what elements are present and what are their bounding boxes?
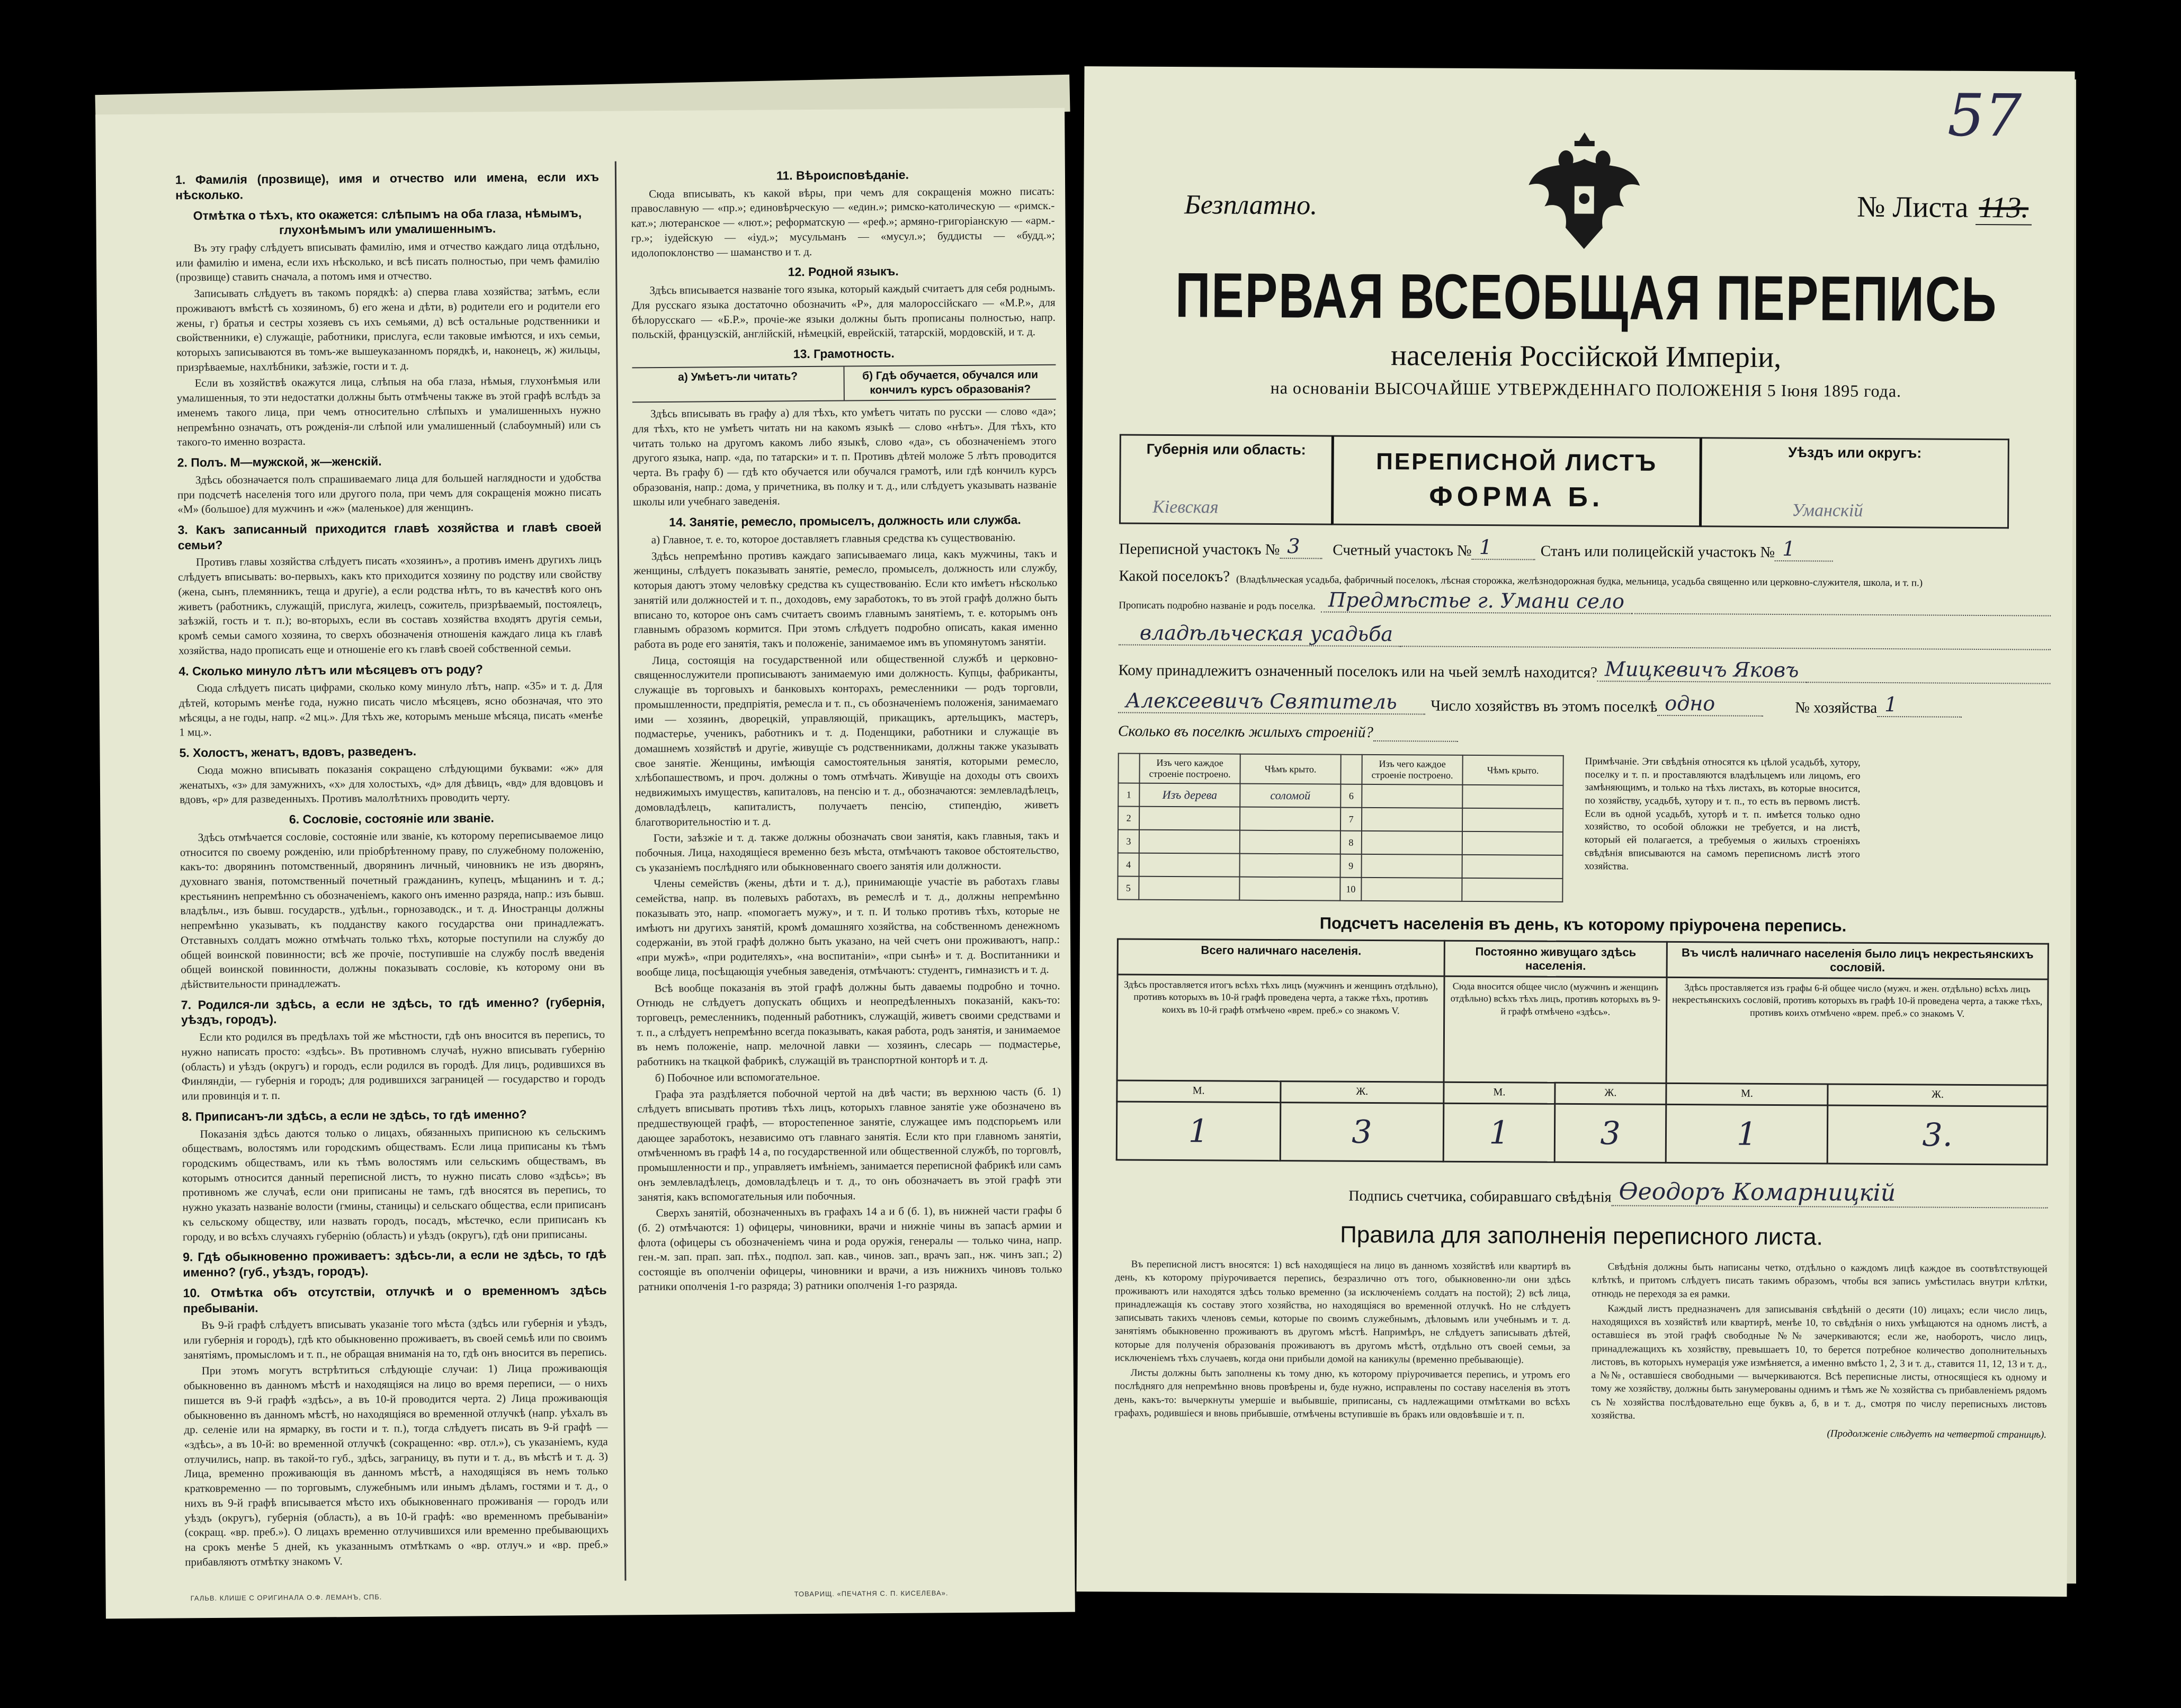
province-label: Губернія или область: [1146,441,1306,458]
census-title: ПЕРВАЯ ВСЕОБЩАЯ ПЕРЕПИСЬ [1175,260,1998,335]
section-heading: 10. Отмѣтка объ отсутствіи, отлучкѣ и о временномъ здѣсь пребываніи. [183,1283,607,1315]
male-count: 1 [1116,1102,1280,1161]
building-number: 3 [1118,829,1139,853]
section-heading: 11. Вѣроисповѣданіе. [776,167,909,183]
question-split-cell: а) Умѣетъ-ли читать? [678,370,798,383]
male-label: М. [1117,1080,1281,1103]
buildings-row [1118,876,1562,901]
buildings-row [1118,783,1563,808]
building-number: 4 [1118,853,1139,876]
instruction-paragraph: Въ эту графу слѣдуетъ вписывать фамилію, имя и отчество каждаго лица отдѣльно, или фамилію и имена, если ихъ нѣсколько, и всѣ писать полностью, при чемъ фамилію (прозвище) ставить сначала, а потомъ имя и отчество. [175,238,600,284]
rule-paragraph: Въ переписной листъ вносятся: 1) всѣ находящіеся на лицо въ данномъ хозяйствѣ или квартирѣ въ день, къ которому пріурочивается перепись, безразлично отъ того, обыкновенно-ли они здѣсь проживаютъ или находятся здѣсь только временно (за исключеніемъ солдатъ на постой); 2) всѣ лица, принадлежащія къ составу этого хозяйства, но находящіяся во временной отлучкѣ. Но не слѣдуетъ записывать такихъ членовъ семьи, которые по своимъ служебнымъ, дѣловымъ или учебнымъ и т. д. занятіямъ обыкновенно проживаютъ въ другомъ мѣстѣ. Напримѣръ, не слѣдуетъ записывать дѣтей, которые для полученія образованія проживаютъ въ другомъ мѣстѣ, отдѣльно отъ своей семьи, за исключеніемъ тѣхъ случаевъ, когда они прибыли домой на каникулы (временно пребывающіе). [1114,1258,1571,1366]
settlement-value-1: Предмѣстье г. Умани село [1321,588,1632,614]
instruction-paragraph: Сверхъ занятій, обозначенныхъ въ графахъ 14 а и б (б. 1), въ нижней части графы б (б. 2) отмѣчаются: 1) офицеры, чиновники, врачи и нижніе чины въ запасѣ армии и флота (офицеры съ обозначеніемъ чина и рода оружія, генералы — только чина, напр. ген.-м. зап. прап. зап. пѣх., подпол. зап. кав., чинов. зап., врачъ зап., нж. чинъ зап.; 2) состоящіе въ ополченіи офицеры, чиновники и врачи, а изъ нижнихъ чиновъ только ратники ополченія 1-го разряда; 3) ратники ополченія 1-го разряда. [638,1204,1062,1293]
section-heading: 5. Холостъ, женатъ, вдовъ, разведенъ. [179,744,417,760]
rules-column-left [1114,1257,1571,1424]
area-numbers-row [1119,533,2051,562]
buildings-table [1117,753,1563,902]
left-page [95,108,1075,1619]
header-line [1121,81,2053,225]
building-number: 9 [1340,854,1362,878]
population-count-table [1116,938,2049,1165]
right-page [1076,66,2075,1597]
male-label: М. [1666,1083,1828,1105]
building-material [1139,877,1239,900]
census-area-value: 3 [1280,534,1322,559]
district-label: Уѣздъ или округъ: [1788,444,1922,461]
continued-note: (Продолженіе слѣдуетъ на четвертой страницѣ). [1827,1428,2047,1441]
rules-section [1114,1257,2048,1426]
building-number: 7 [1340,808,1362,831]
instruction-paragraph: Сюда вписывать, къ какой вѣры, при чемъ для сокращенія можно писать: православную — «пр.»; единовѣрческую — «един.»; римско-католическую — «римск.-кат.»; лютеранское — «лют.»; реформатскую — «реф.»; армяно-григоріанскую — «арм.-гр.»; іудейскую — «іуд.»; мусульманъ — «мусул.»; буддисты — «будд.»; идолопоклонство — шаманство и т. д. [631,184,1055,259]
count-header-row [1118,939,2048,979]
section-heading: Отмѣтка о тѣхъ, кто окажется: слѣпымъ на оба глаза, нѣмымъ, глухонѣмымъ или умалишеннымъ. [193,205,582,237]
building-number: 2 [1118,806,1139,829]
building-material [1139,830,1240,854]
building-number: 8 [1340,831,1362,854]
buildings-row [1118,853,1563,878]
building-number: 10 [1340,878,1361,901]
instruction-paragraph: Здѣсь вписывать въ графу а) для тѣхъ, кто умѣетъ читать по русски — слово «да»; для тѣхъ, кто не умѣетъ читать ни на какомъ языкѣ — слово «нѣтъ». Для тѣхъ, кто читать только на другомъ какомъ либо языкѣ, слово «да», съ обозначеніемъ этого другого языка, напр. «да, по татарски» и т. п. Противъ дѣтей моложе 5 лѣтъ проводится черта. Въ графу б) — гдѣ кто обучается или обучался грамотѣ, или гдѣ кончилъ курсъ образованія, напр.: дома, у причетника, въ полку и т. д., или слѣдуетъ указывать названіе школы или учебнаго заведенія. [632,404,1057,508]
instruction-paragraph: Въ 9-й графѣ слѣдуетъ вписывать указаніе того мѣста (здѣсь или губернія и уѣздъ, или губернія и городъ), гдѣ кто обыкновенно проживаетъ, въ своей семьѣ или по своимъ занятіямъ, промысломъ и т. п., не обращая вниманія на то, гдѣ онъ вносится въ перепись. [183,1316,607,1362]
settlement-value-row-2 [1119,621,2051,650]
settlement-label: Какой поселокъ? [1119,567,1230,585]
building-roof: соломой [1240,784,1340,808]
instructions-column-1 [175,164,609,1571]
settlement-hint-2: Прописать подробно названіе и родъ поселка. [1119,600,1316,612]
instruction-paragraph: Всѣ вообще показанія въ этой графѣ должны быть даваемы подробно и точно. Отнюдь не слѣдуетъ допускать общихъ и неопредѣленныхъ показаній, какъ-то: торговецъ, ремесленникъ, поденный работникъ, служащій, живетъ своими средствами и т. п., а слѣдуетъ непремѣнно всегда показывать, какая работа, родъ занятія, и занимаемое въ немъ положеніе, напр. мелочной лавки — хозяинъ, слесарь — подмастерье, работникъ на ткацкой фабрикѣ, служащій въ транспортной конторѣ и т. д. [636,979,1061,1068]
female-label: Ж. [1280,1081,1444,1104]
material-header: Изъ чего каждое строеніе построено. [1362,755,1462,785]
households-value: одно [1657,692,1763,717]
building-roof [1240,807,1340,831]
count-column-heading: Всего наличнаго населенія. [1118,939,1444,976]
rule-paragraph: Каждый листъ предназначенъ для записыванія свѣдѣній о десяти (10) лицахъ; если число лицъ, находящихся въ хозяйствѣ или квартирѣ, менѣе 10, то свѣдѣнія о нихъ умѣщаются на одномъ листѣ, а оставшіеся въ этой графѣ свободные №№ зачеркиваются; если же, наоборотъ, число лицъ, принадлежащихъ къ хозяйству, превышаетъ 10, то берется потребное количество дополнительныхъ листовъ, въ которыхъ нумерація уже измѣняется, а именно вмѣсто 1, 2, 3 и т. д., ставится 11, 12, 13 и т. д., а №№, оставшіеся свободными — вычеркиваются. Всѣ переписные листы, относящіеся къ одному и тому же хозяйству, должны быть занумерованы однимъ и тѣмъ же № хозяйства съ прибавленіемъ рядомъ съ № хозяйства послѣдовательно еще буквъ а, б, в и т. д., смотря по числу переписныхъ листовъ хозяйства. [1591,1303,2048,1421]
instructions-column-2 [631,161,1062,1296]
settlement-row [1119,567,2051,589]
settlement-hint: (Владѣльческая усадьба, фабричный поселокъ, лѣсная сторожка, желѣзнодорожная будка, мельница, усадьба священно или церковно-служителя, школа, и т. п.) [1236,574,1923,589]
instruction-paragraph: Записывать слѣдуетъ въ такомъ порядкѣ: а) сперва глава хозяйства; затѣмъ, если проживаютъ вмѣстѣ съ хозяиномъ, б) его жена и дѣти, в) родители его и родители его жены, г) братья и сестры хозяевъ съ ихъ семьями, д) всѣ остальные родственники и свойственники, е) служащіе, работники, прислуга, если таковые имѣются, и ихъ семьи, которыхъ записываются въ томъ-же вышеуказанномъ порядкѣ, и, наконецъ, ж) жильцы, призрѣваемые, нахлѣбники, заѣзжіе, гости и т. д. [176,284,601,374]
count-column-heading: Постоянно живущаго здѣсь населенія. [1444,941,1667,977]
column-divider [615,162,627,1581]
buildings-label: Сколько въ поселкѣ жилыхъ строеній? [1118,722,1373,741]
printer-credit-right: ТОВАРИЩ. «ПЕЧАТНЯ С. П. КИСЕЛЕВА». [794,1589,949,1598]
sheet-number-label: № Листа [1856,190,1969,224]
instruction-paragraph: Сюда можно вписывать показанія сокращено слѣдующими буквами: «ж» для женатыхъ, «з» для замужнихъ, «х» для холостыхъ, «д» для дѣвицъ, «вд» для вдовцовъ и вдовъ, «р» для разведенныхъ. Противъ малолѣтнихъ проводить черту. [179,761,604,806]
imperial-eagle-icon [1523,127,1646,260]
building-material [1139,853,1240,877]
buildings-row [1118,806,1563,831]
instruction-paragraph: Если въ хозяйствѣ окажутся лица, слѣпыя на оба глаза, нѣмыя, глухонѣмыя или умалишенныя, то эти недостатки должны быть отмѣчены также въ этой графѣ вслѣдъ за именемъ такого лица, при чемъ относительно слѣпыхъ и умалишенныхъ нужно непремѣнно означать, отъ рожденія-ли слѣпой или умалишенный (слабоумный) или съ такого-то именно возраста. [176,374,601,449]
owner-value-2: Алексеевичъ Святитель [1118,688,1425,714]
building-roof [1240,830,1340,854]
district-value: Уманскій [1792,500,1863,521]
households-row [1118,688,2050,718]
instruction-paragraph: При этомъ могутъ встрѣтиться слѣдующіе случаи: 1) Лица проживающія обыкновенно въ данномъ мѣстѣ и находящіяся на лицо во время переписи, — о нихъ пишется въ 9-й графѣ «здѣсь», а въ 10-й проводится черта. 2) Лица проживающія обыкновенно въ данномъ мѣстѣ, но находящіяся во временной отлучкѣ (напр. уѣхалъ въ др. селеніе или на ярмарку, въ гости и т. п.), тогда слѣдуетъ писать въ 9-й графѣ — «здѣсь», а въ 10-й: во временной отлучкѣ (сокращенно: «вр. отл.»), съ указаніемъ, куда отлучились, напр. въ такой-то губ., здѣсь, заграницу, въ пути и т. д., въ мѣстѣ и т. д. 3) Лица, временно проживающія въ данномъ мѣстѣ, а находящіяся въ немъ только кратковременно — по торговымъ, служебнымъ или инымъ дѣламъ, гостями и т. д., о нихъ въ 9-й графѣ вписывается мѣсто ихъ обыкновеннаго проживанія — городъ или уѣздъ (округъ), губернія (область), а въ 10-й графѣ: «во временномъ пребываніи» (сокращ. «вр. преб.»). О лицахъ временно отлучившихся или временно пребывающихъ на срокъ менѣе 5 дней, къ указаннымъ отмѣткамъ о «вр. отлуч.» и «вр. преб.» прибавляютъ отмѣтку знакомъ V. [183,1362,609,1569]
section-heading: 1. Фамилія (прозвище), имя и отчество или имена, если ихъ нѣсколько. [175,169,600,202]
building-roof [1240,854,1340,878]
female-label: Ж. [1828,1084,2048,1106]
instruction-paragraph: Члены семействъ (жены, дѣти и т. д.), принимающіе участіе въ работахъ главы семейства, напр. въ полевыхъ работахъ, въ ремеслѣ и т. д., должны непремѣнно показывать это, напр. «помогаетъ мужу», и т. п. И только противъ тѣхъ, которые не имѣютъ ни другихъ занятій, кромѣ домашняго хозяйства, на собственномъ денежномъ содержаніи, въ этой графѣ должно быть указано, на чей счетъ они проживаютъ, напр.: «при мужѣ», «при родителяхъ», «на воспитаніи», «при сынѣ» и т. д. Воспитанники и вообще лица, посѣщающія учебныя заведенія, отмѣчаютъ: студентъ, гимназистъ и т. д. [636,874,1060,979]
printer-credit-left: ГАЛЬВ. КЛИШЕ С ОРИГИНАЛА О.Ф. ЛЕМАНЪ, СПБ. [190,1593,382,1603]
police-area-value: 1 [1775,537,1833,562]
province-value: Кіевская [1152,497,1219,517]
female-count: 3 [1554,1104,1666,1162]
male-count: 1 [1666,1104,1828,1164]
rules-column-right [1591,1260,2048,1426]
sheet-number-value: 113. [1976,191,2032,226]
signature-row [1115,1175,2048,1208]
instruction-paragraph: а) Главное, т. е. то, которое доставляетъ главныя средства къ существованію. [651,531,1016,547]
count-column-heading: Въ числѣ наличнаго населенія было лицъ некрестьянскихъ сословій. [1667,942,2048,979]
population-count-title: Подсчетъ населенія въ день, къ которому пріурочена перепись. [1319,914,1847,935]
roof-header: Чѣмъ крыто. [1462,755,1563,785]
buildings-header-row [1118,753,1563,785]
enumerator-signature: Өеодоръ Комарницкій [1611,1178,2048,1208]
instruction-paragraph: Противъ главы хозяйства слѣдуетъ писать «хозяинъ», а противъ именъ другихъ лицъ слѣдуетъ вписывать: во-первыхъ, какъ кто приходится хозяину по родству или свойству (жена, сынъ, племянникъ, теща и другіе), а если родства нѣтъ, то въ качествѣ кого онъ живетъ (работникъ, служащій, прислуга, жилецъ, сожитель, призрѣваемый, постоялецъ, заѣзжій, гость и т. п.); во-вторыхъ, если въ составъ хозяйства входятъ другія семьи, кромѣ семьи самого хозяина, то сверхъ обозначенія отношенія каждаго лица къ главѣ хозяйства, надо прописать еще и отношеніе его къ главѣ своей собственной семьи. [178,553,603,657]
section-heading: 7. Родился-ли здѣсь, а если не здѣсь, то гдѣ именно? (губернія, уѣздъ, городъ). [181,995,605,1027]
female-label: Ж. [1555,1083,1666,1104]
police-area-label: Станъ или полицейскій участокъ № [1540,542,1775,561]
instruction-paragraph: Графа эта раздѣляется побочной чертой на двѣ части; въ верхнюю часть (б. 1) слѣдуетъ вписывать противъ тѣхъ лицъ, которыхъ главное занятіе уже обозначено въ предшествующей графѣ, — второстепенное занятіе, служащее имъ подспорьемъ или дающее заработокъ, независимо отъ главнаго занятія. Если кто при главномъ занятіи, отмѣченномъ въ графѣ 14 а, по государственной или общественной службѣ, по торговлѣ, промышленности и пр., управляетъ имѣніемъ, занимается переписной фабрикѣ или самъ онъ землевладѣлецъ, домовладѣлецъ и т. д., то онъ обозначаетъ въ этой графѣ эти занятія, какъ вспомогательныя или побочныя. [637,1085,1062,1203]
instruction-paragraph: Здѣсь непремѣнно противъ каждаго записываемаго лица, какъ мужчины, такъ и женщины, слѣдуетъ показывать занятіе, ремесло, промыселъ, должность или службу, которыя даютъ этому человѣку средства къ существованію. Если кто имѣетъ нѣсколько занятій или должностей и т. п., доходовъ, ему заработокъ, то въ этой графѣ должно быть вписано то, которое онъ самъ считаетъ своимъ главнымъ занятіемъ, т. е. которымъ онъ главнымъ образомъ кормится. При этомъ слѣдуетъ подробно описать, какая именно работа въ роде его занятія, такъ и положеніе, занимаемое имъ въ упомянутомъ занятіи. [633,547,1058,651]
buildings-row [1118,829,1563,855]
building-number: 5 [1118,876,1139,899]
building-roof [1239,877,1340,901]
counting-area-value: 1 [1472,535,1535,560]
section-heading: 6. Сословіе, состояніе или званіе. [289,811,494,826]
instruction-paragraph: Лица, состоящія на государственной или общественной службѣ и церковно-священнослужители прописываютъ занимаемую ими должность. Купцы, фабриканты, служащіе въ торговыхъ и банковыхъ конторахъ, ремесленники — родъ торговли, промышленности, предпріятія, ремесла и т. п., съ обозначеніемъ положенія, занимаемаго ими — хозяинъ, дворецкій, управляющій, прикащикъ, артельщикъ, мастеръ, подмастерье, ученикъ, работникъ и т. д. Поденщики, работники и служащіе въ домашнемъ хозяйствѣ и другіе, живущіе съ родственниками, должны также указывать свое занятіе. Женщины, имѣющія самостоятельныя занятія, которыми ремесло, хлѣбопашествомъ, и проч. должны о томъ отмѣчать. Живущіе на доходы отъ своихъ недвижимыхъ имуществъ, капиталовъ, на пенсію и т. д., обозначаются: землевладѣлецъ, домовладѣлецъ, капиталистъ, получаетъ пенсію, стипендію, живетъ благотворительностію и т. д. [634,651,1059,828]
census-legal-basis: на основаніи ВЫСОЧАЙШЕ УТВЕРЖДЕННАГО ПОЛОЖЕНІЯ 5 Іюня 1895 года. [1270,378,1902,401]
buildings-section [1117,753,2050,905]
building-material: Изъ дерева [1139,783,1240,807]
question-split-row [632,364,1056,403]
building-number: 6 [1340,784,1362,808]
free-label: Безплатно. [1184,190,1318,221]
count-description-row [1117,974,2048,1085]
instruction-paragraph: б) Побочное или вспомогательное. [655,1070,820,1084]
district-box [1702,437,2009,529]
building-number: 1 [1118,783,1139,806]
settlement-value-row [1119,587,2051,616]
female-count: 3 [1280,1103,1444,1162]
male-count: 1 [1443,1103,1555,1162]
province-box [1119,434,1331,525]
rule-paragraph: Листы должны быть заполнены къ тому дню, къ которому пріурочивается перепись, и утромъ его послѣдняго для непремѣнно вновь провѣрены и, буде нужно, исправлены по составу населенія въ этотъ день, какъ-то: вычеркнуты умершіе и выбывшіе, приписаны, съ надлежащими отмѣтками во всѣхъ графахъ, родившіеся и вновь прибывшіе, отмѣчены вступившіе въ бракъ или овдовѣвшіе и т. п. [1114,1367,1570,1421]
instruction-paragraph: Показанія здѣсь даются только о лицахъ, обязанныхъ приписною къ сельскимъ обществамъ, волостямъ или городскимъ обществамъ. Если лица приписаны къ тѣмъ городскимъ обществамъ, или къ тѣмъ волостямъ или сельскимъ обществамъ, въ которымъ относится данный переписной листъ, то нужно писать слово «здѣсь»; въ противномъ же случаѣ, если они приписаны не тамъ, гдѣ вносятся въ перепись, то нужно указать названіе волости (гмины, станицы) и сельскаго общества, если приписанъ къ сельскому обществу, или назвать городъ, посадъ, мѣстечко, если приписанъ къ городу, и во всѣхъ случаяхъ губернію (область) и уѣздъ (округъ), гдѣ они приписаны. [182,1124,606,1243]
section-heading: 3. Какъ записанный приходится главѣ хозяйства и главѣ своей семьи? [177,520,602,552]
building-material [1139,807,1240,830]
signature-label: Подпись счетчика, собиравшаго свѣдѣнія [1348,1187,1612,1206]
question-split-cell: б) Гдѣ обучается, обучался или кончилъ курсъ образованія? [843,365,1056,400]
count-values-row [1116,1102,2048,1165]
owner-row [1118,655,2050,684]
household-no-value: 1 [1877,693,1962,718]
census-area-label: Переписной участокъ № [1119,540,1280,559]
section-heading: 14. Занятіе, ремесло, промыселъ, должность или служба. [669,513,1021,530]
section-heading: 4. Сколько минуло лѣтъ или мѣсяцевъ отъ роду? [178,661,484,678]
female-count: 3. [1827,1105,2047,1165]
instruction-paragraph: Гости, заѣзжіе и т. д. также должны обозначать свои занятія, какъ главныя, такъ и побочныя. Лица, находящіеся временно безъ мѣста, отмѣчаютъ таковое обстоятельство, съ указаніемъ послѣдняго или обыкновеннаго своего занятія или должности. [635,829,1059,874]
rule-paragraph: Свѣдѣнія должны быть написаны четко, отдѣльно о каждомъ лицѣ каждое въ соотвѣтствующей клѣткѣ, и притомъ слѣдуетъ писать такимъ образомъ, чтобы вся запись умѣстилась внутри клѣтки, отнюдь не переходя за ея рамки. [1592,1261,2048,1300]
owner-value-1: Мицкевичъ Яковъ [1597,657,1807,683]
sheet-number [1857,190,2032,225]
instruction-paragraph: Здѣсь вписывается названіе того языка, который каждый считаетъ для себя роднымъ. Для русскаго языка достаточно обозначить «Р», для малороссійскаго — «М.Р.», для бѣлорусскаго — «Б.Р.», прочіе-же языки должны быть прописаны полностью, напр. польскій, французскій, англійскій, нѣмецкій, еврейскій, татарскій, мордовскій, и т. д. [631,281,1056,341]
section-heading: 8. Приписанъ-ли здѣсь, а если не здѣсь, то гдѣ именно? [182,1107,527,1124]
households-label: Число хозяйствъ въ этомъ поселкѣ [1431,697,1658,716]
count-column-description: Сюда вносится общее число (мужчинъ и женщинъ отдѣльно) всѣхъ тѣхъ лицъ, противъ которыхъ въ 9-й графѣ отмѣчено «здѣсь». [1444,976,1667,1083]
section-heading: 12. Родной языкъ. [788,264,899,279]
counting-area-label: Счетный участокъ № [1333,541,1472,559]
instruction-paragraph: Если кто родился въ предѣлахъ той же мѣстности, гдѣ онъ вносится въ перепись, то нужно написать просто: «здѣсь». Въ противномъ случаѣ, нужно вписывать губернію (область) и уѣздъ (округъ) и городъ, если родился въ городѣ. Для лицъ, родившихся въ Финляндіи, — губернія и городъ; для родившихся заграницей — государство и городъ или провинція и т. п. [181,1027,605,1103]
form-title-box [1331,435,1702,527]
section-heading: 13. Грамотность. [793,346,895,361]
count-column-description: Здѣсь проставляется изъ графы 6-й общее число (мужч. и жен. отдѣльно) всѣхъ лицъ некрестьянскихъ сословій, противъ которыхъ въ графѣ 10-й проведена черта, а также тѣхъ, противъ коихъ отмѣчено «врем. преб.» со знакомъ V. [1666,977,2048,1085]
settlement-value-2: владѣльческая усадьба [1119,621,1400,647]
owner-label: Кому принадлежитъ означенный поселокъ или на чьей землѣ находится? [1118,661,1598,682]
rules-title: Правила для заполненія переписного листа. [1340,1221,1823,1250]
household-no-label: № хозяйства [1795,699,1878,717]
buildings-row [1118,722,2050,745]
section-heading: 9. Гдѣ обыкновенно проживаетъ: здѣсь-ли, а если не здѣсь, то гдѣ именно? (губ., уѣздъ, городъ). [183,1247,607,1280]
instruction-paragraph: Здѣсь обозначается полъ спрашиваемаго лица для большей наглядности и удобства при подсчетѣ населенія того или другого пола, при чемъ для сокращенія можно писать «М» (большое) для мужчинъ и «ж» (маленькое) для женщинъ. [177,470,602,516]
count-column-description: Здѣсь проставляется итогъ всѣхъ тѣхъ лицъ (мужчинъ и женщинъ отдѣльно), противъ которыхъ въ 10-й графѣ проведена черта, а также тѣхъ, противъ коихъ въ 10-й графѣ отмѣчено «врем. преб.» со знакомъ V. [1117,974,1444,1082]
male-label: М. [1444,1082,1555,1104]
census-subtitle: населенія Россійской Имперіи, [1390,339,1782,374]
material-header: Изъ чего каждое строеніе построено. [1139,754,1240,784]
buildings-note: Примѣчаніе. Эти свѣдѣнія относятся къ цѣлой усадьбѣ, хутору, поселку и т. п. и проставляются владѣльцемъ или лицомъ, его замѣняющимъ, и только на тѣхъ листахъ, въ которые вносится, по хозяйству, усадьбѣ, хутору и т. п., то есть въ первомъ листѣ. Если въ одной усадьбѣ, хуторѣ и т. п. имѣется только одно хозяйство, то особой обложки не требуется, и на листѣ, который ей полагается, а требуемыя о жилыхъ строеніяхъ свѣдѣнія вписываются на самомъ переписномъ листѣ этого хозяйства. [1584,756,1861,872]
form-header-boxes [1119,434,2052,529]
section-heading: 2. Полъ. М—мужской, ж—женскій. [177,454,382,470]
instruction-paragraph: Здѣсь отмѣчается сословіе, состояніе или званіе, къ которому переписываемое лицо относится по своему рожденію, или пріобрѣтенному праву, по служебному положенію, какъ-то: дворянинъ потомственный, дворянинъ личный, чиновникъ не изъ дворянъ, духовнаго званія, потомственный почетный гражданинъ, купецъ, мѣщанинъ и т. д.; крестьянинъ непремѣнно съ обозначеніемъ, какого онъ именно разряда, напр.: изъ бывш. владѣльч., изъ бывш. государств., удѣльн., горнозаводск., и т. д. Иностранцы должны непремѣнно указывать, къ подданству какого государства они принадлежатъ. Отставныхъ солдатъ можно отмѣчать только тѣхъ, которые поступили на службу до общей воинской повинности; всѣ же прочіе, поступившіе на службу послѣ введенія общей воинской повинности, должны показывать сословіе, къ которому они въ дѣйствительности принадлежатъ. [180,828,605,991]
handwritten-folio-number: 57 [1947,81,2022,150]
instruction-paragraph: Сюда слѣдуетъ писать цифрами, сколько кому минуло лѣтъ, напр. «35» и т. д. Для дѣтей, которымъ менѣе года, нужно писать число мѣсяцевъ, ясно обозначая, что это мѣсяцы, а не годы, напр. «2 мц.». Для тѣхъ же, которымъ меньше мѣсяца, писать «менѣе 1 мц.». [178,679,603,739]
form-title: ПЕРЕПИСНОЙ ЛИСТЪ [1376,449,1658,476]
form-type: ФОРМА Б. [1429,481,1604,513]
roof-header: Чѣмъ крыто. [1240,754,1340,784]
